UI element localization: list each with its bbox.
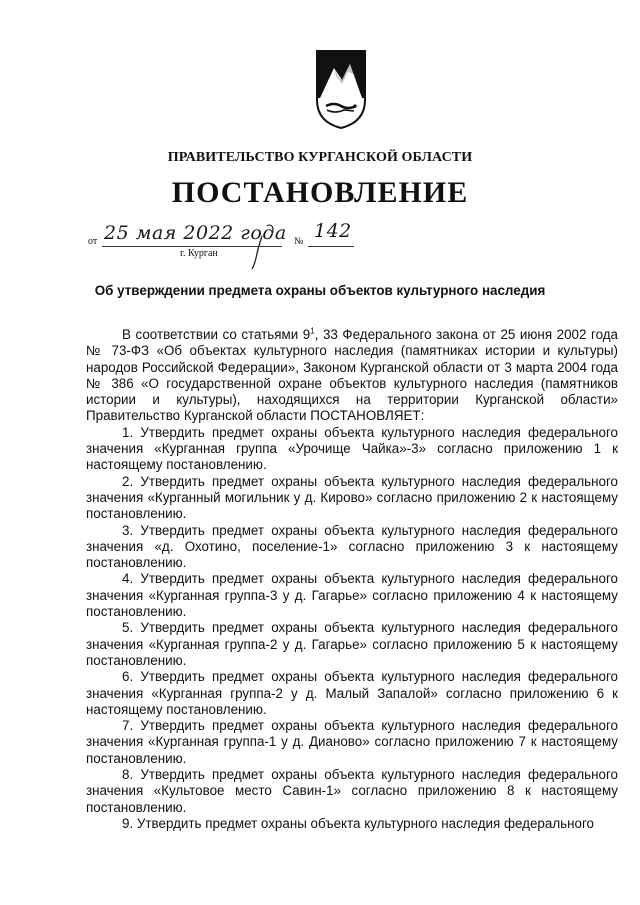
government-name: ПРАВИТЕЛЬСТВО КУРГАНСКОЙ ОБЛАСТИ bbox=[167, 150, 473, 165]
number-underline bbox=[308, 246, 354, 247]
document-body bbox=[86, 327, 618, 832]
decree-item-1: 1. Утвердить предмет охраны объекта культурного наследия федерального значения «Курганная группа «Урочище Чайка»-3» согласно приложению 1 к настоящему постановлению. bbox=[86, 424, 618, 473]
coat-of-arms-icon bbox=[314, 48, 368, 130]
decree-item-8: 8. Утвердить предмет охраны объекта культурного наследия федерального значения «Культовое место Савин-1» согласно приложению 8 к настоящему постановлению. bbox=[86, 767, 618, 815]
decree-item-5: 5. Утвердить предмет охраны объекта культурного наследия федерального значения «Курганная группа-2 у д. Гагарье» согласно приложению 5 к настоящему постановлению. bbox=[86, 620, 618, 668]
decree-item-6: 6. Утвердить предмет охраны объекта культурного наследия федерального значения «Курганная группа-2 у д. Малый Запалой» согласно приложению 6 к настоящему постановлению. bbox=[86, 669, 618, 717]
number-prefix: № bbox=[294, 236, 304, 247]
date-handwritten: 25 мая 2022 года bbox=[104, 222, 287, 244]
number-handwritten: 142 bbox=[314, 220, 352, 242]
superscript: 1 bbox=[310, 326, 315, 336]
date-number-row bbox=[88, 220, 388, 274]
city-label: г. Курган bbox=[180, 248, 218, 259]
decree-item-4: 4. Утвердить предмет охраны объекта культурного наследия федерального значения «Курганная группа-3 у д. Гагарье» согласно приложению 4 к настоящему постановлению. bbox=[86, 571, 618, 620]
decree-item-9: 9. Утвердить предмет охраны объекта культурного наследия федерального bbox=[122, 815, 594, 831]
decree-item-3: 3. Утвердить предмет охраны объекта культурного наследия федерального значения «д. Охотино, поселение-1» согласно приложению 3 к настоящему постановлению. bbox=[86, 522, 618, 571]
preamble-paragraph: В соответствии со статьями $9^1$, 33 Федерального закона от 25 июня 2002 года № 73-ФЗ «Об объектах культурного наследия (памятниках истории и культуры) народов Российской Федерации», Законом Курганской области от 3 марта 2004 года № 386 «О государственной охране объектов культурного наследия (памятников истории и культуры), находящихся на территории Курганской области» Правительство Курганской области ПОСТАНОВЛЯЕТ: bbox=[86, 326, 618, 424]
decree-item-7: 7. Утвердить предмет охраны объекта культурного наследия федерального значения «Курганная группа-1 у д. Дианово» согласно приложению 7 к настоящему постановлению. bbox=[86, 718, 618, 766]
decree-item-2: 2. Утвердить предмет охраны объекта культурного наследия федерального значения «Курганный могильник у д. Кирово» согласно приложению 2 к настоящему постановлению. bbox=[86, 473, 618, 522]
pen-stroke-icon bbox=[248, 234, 268, 270]
document-title: ПОСТАНОВЛЕНИЕ bbox=[171, 176, 469, 209]
document-subject: Об утверждении предмета охраны объектов культурного наследия bbox=[94, 283, 546, 298]
date-prefix: от bbox=[88, 236, 98, 247]
